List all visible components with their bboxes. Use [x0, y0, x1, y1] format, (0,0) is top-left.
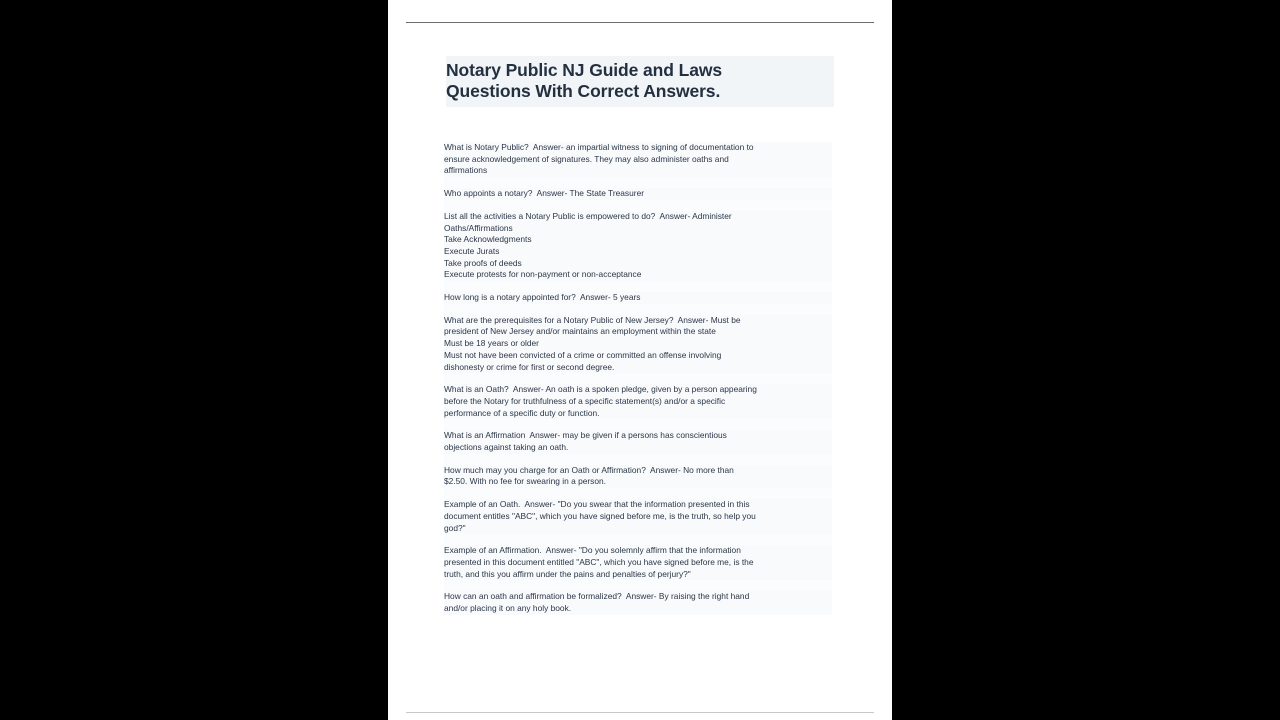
qa-paragraph	[444, 430, 832, 453]
text-line: What are the prerequisites for a Notary Public of New Jersey? Answer- Must be	[444, 314, 741, 325]
text-line: What is an Oath? Answer- An oath is a spoken pledge, given by a person appearing	[444, 384, 757, 395]
text-line: List all the activities a Notary Public is empowered to do? Answer- Administer	[444, 210, 732, 221]
qa-paragraph	[444, 292, 832, 304]
qa-paragraph	[444, 591, 832, 614]
text-line: dishonesty or crime for first or second degree.	[444, 361, 615, 372]
letterbox-left	[0, 0, 388, 720]
text-line: Must not have been convicted of a crime or committed an offense involving	[444, 349, 722, 360]
text-line: god?"	[444, 522, 466, 533]
text-line: How much may you charge for an Oath or Affirmation? Answer- No more than	[444, 464, 734, 475]
text-line: Execute protests for non-payment or non-acceptance	[444, 269, 642, 280]
header-divider	[406, 22, 874, 23]
text-line: Take Acknowledgments	[444, 234, 532, 245]
qa-paragraph	[444, 315, 832, 374]
document-body	[444, 142, 832, 615]
text-line: What is an Affirmation Answer- may be given if a persons has conscientious	[444, 430, 727, 441]
document-title-line-1: Notary Public NJ Guide and Laws	[446, 60, 722, 80]
text-line: objections against taking an oath.	[444, 442, 569, 453]
qa-paragraph	[444, 211, 832, 281]
footer-divider	[406, 712, 874, 713]
qa-paragraph	[444, 142, 832, 177]
text-line: and/or placing it on any holy book.	[444, 603, 572, 614]
text-line: Must be 18 years or older	[444, 338, 539, 349]
text-line: affirmations	[444, 165, 488, 176]
text-line: presented in this document entitled "ABC", which you have signed before me, is the	[444, 556, 754, 567]
text-line: Example of an Oath. Answer- "Do you swear that the information presented in this	[444, 499, 750, 510]
text-line: What is Notary Public? Answer- an impartial witness to signing of documentation to	[444, 142, 754, 152]
text-line: before the Notary for truthfulness of a specific statement(s) and/or a specific	[444, 395, 726, 406]
document-page	[388, 0, 892, 720]
text-line: Execute Jurats	[444, 245, 500, 256]
document-title	[446, 56, 834, 107]
qa-paragraph	[444, 465, 832, 488]
text-line: How can an oath and affirmation be formalized? Answer- By raising the right hand	[444, 591, 750, 602]
text-line: ensure acknowledgement of signatures. They may also administer oaths and	[444, 153, 729, 164]
text-line: document entitles "ABC", which you have signed before me, is the truth, so help you	[444, 510, 756, 521]
text-line: Oaths/Affirmations	[444, 222, 513, 233]
letterbox-right	[892, 0, 1280, 720]
text-line: How long is a notary appointed for? Answer- 5 years	[444, 292, 641, 303]
text-line: Who appoints a notary? Answer- The State Treasurer	[444, 188, 645, 199]
text-line: Take proofs of deeds	[444, 257, 522, 268]
text-line: Example of an Affirmation. Answer- "Do you solemnly affirm that the information	[444, 545, 741, 556]
text-line: president of New Jersey and/or maintains an employment within the state	[444, 326, 716, 337]
qa-paragraph	[444, 384, 832, 419]
text-line: $2.50. With no fee for swearing in a person.	[444, 476, 607, 487]
document-title-line-2: Questions With Correct Answers.	[446, 81, 721, 101]
qa-paragraph	[444, 499, 832, 534]
text-line: performance of a specific duty or function.	[444, 407, 600, 418]
text-line: truth, and this you affirm under the pains and penalties of perjury?"	[444, 568, 691, 579]
qa-paragraph	[444, 188, 832, 200]
qa-paragraph	[444, 545, 832, 580]
